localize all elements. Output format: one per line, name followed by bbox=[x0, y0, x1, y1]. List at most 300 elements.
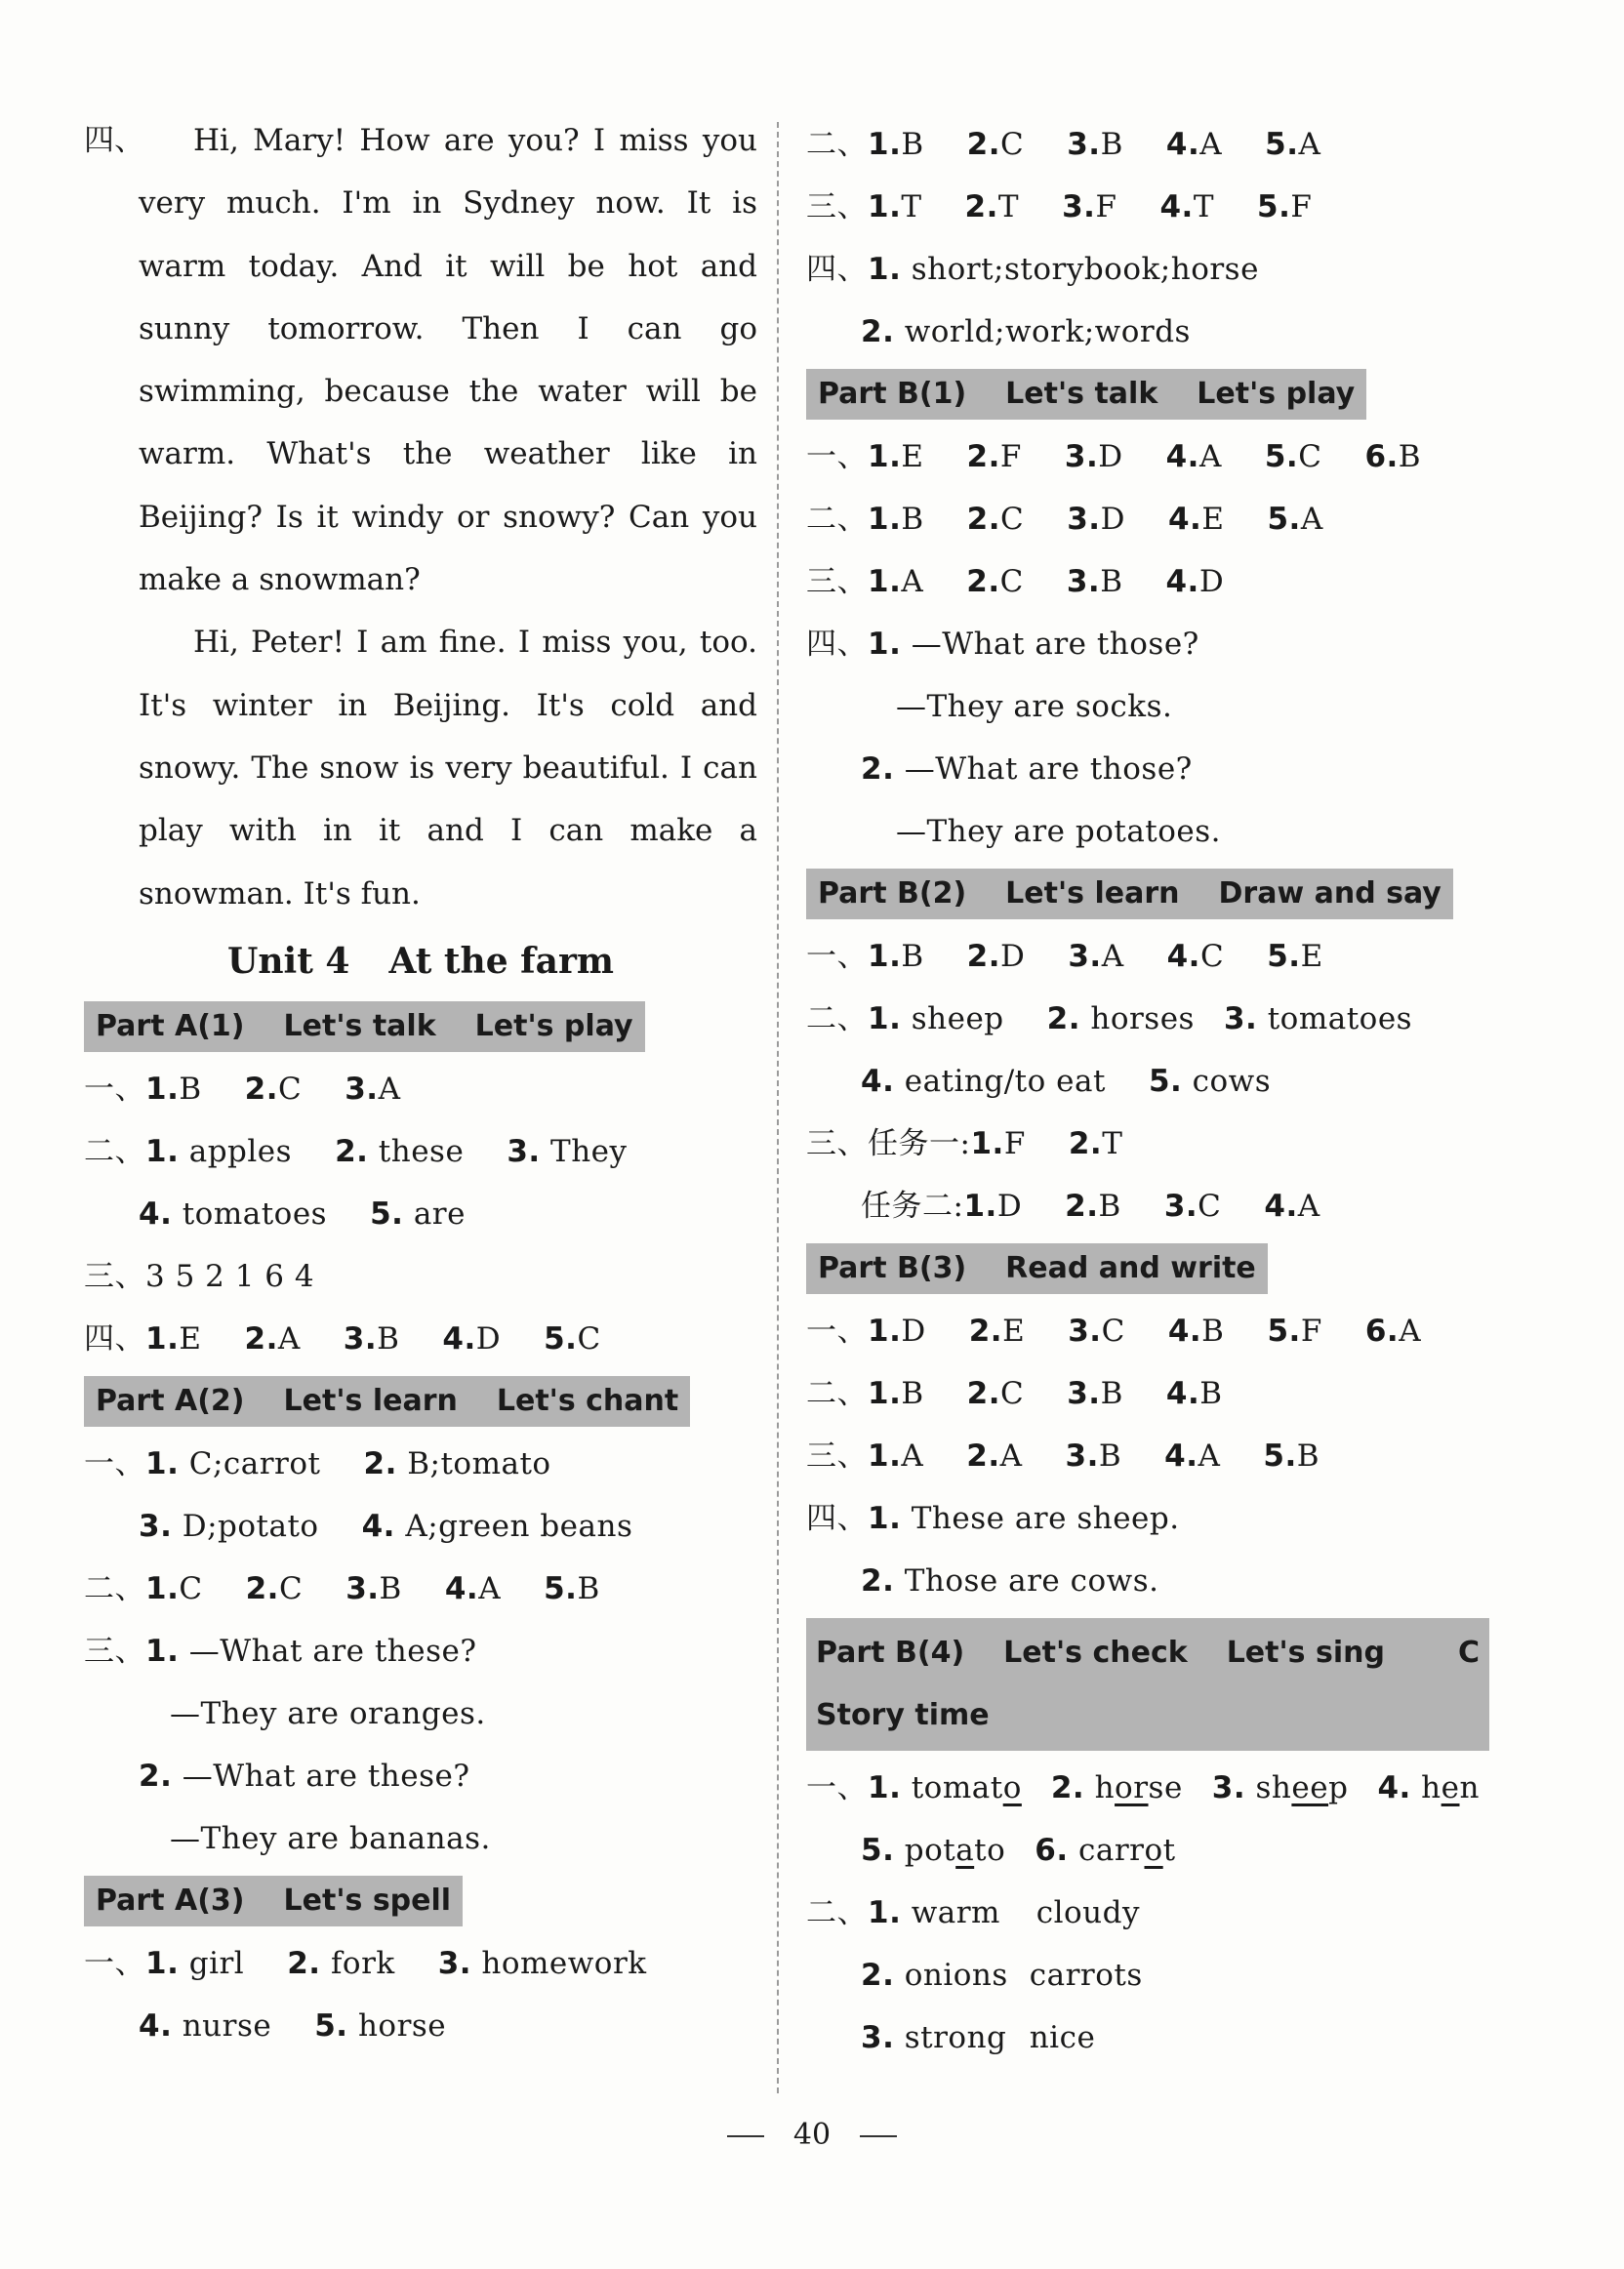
item-number: 3. bbox=[1163, 1189, 1198, 1224]
answer: F bbox=[999, 439, 1022, 474]
answer: A bbox=[901, 1438, 924, 1474]
item-number: 2. bbox=[245, 1570, 279, 1606]
letter-1-first-line: Hi, Mary! How are you? I miss bbox=[193, 123, 689, 158]
item-number: 1. bbox=[868, 189, 902, 224]
item-number: 2. bbox=[968, 1314, 1003, 1349]
item-number: 6. bbox=[1035, 1833, 1069, 1868]
section-header-part-a1 bbox=[84, 1001, 645, 1052]
dialogue-question: —What are those? bbox=[911, 627, 1199, 662]
answer: B bbox=[901, 127, 924, 162]
answer: A bbox=[277, 1320, 301, 1357]
dialogue-answer: —They are bananas. bbox=[170, 1820, 491, 1856]
answer-line bbox=[806, 488, 1509, 550]
item-number: 5. bbox=[861, 1833, 895, 1868]
item-number: 5. bbox=[370, 1195, 404, 1232]
item-number: 3. bbox=[1062, 189, 1096, 224]
answer: B bbox=[901, 939, 924, 974]
header-title: Part A(3) bbox=[96, 1883, 245, 1918]
answer-line bbox=[806, 176, 1509, 238]
answer: apples bbox=[188, 1133, 293, 1169]
question-label: 一、 bbox=[806, 439, 868, 474]
answer: horse bbox=[357, 2007, 447, 2044]
item-number: 3. bbox=[343, 1320, 378, 1357]
answer: C bbox=[1000, 127, 1025, 162]
answer: eating/to eat bbox=[904, 1064, 1106, 1099]
dialogue-question: —What are those? bbox=[904, 751, 1193, 787]
answer: sheep bbox=[911, 1001, 1004, 1036]
answer-line bbox=[806, 1425, 1509, 1487]
answer: E bbox=[1002, 1314, 1026, 1349]
answer: Those are cows. bbox=[904, 1563, 1159, 1599]
answer-line bbox=[806, 238, 1509, 301]
item-number: 1. bbox=[868, 627, 902, 662]
item-number: 1. bbox=[145, 1133, 180, 1169]
answer: A bbox=[901, 564, 924, 599]
section-header-part-b3 bbox=[806, 1243, 1268, 1294]
header-sub: Let's learn bbox=[283, 1383, 458, 1418]
answer: B bbox=[1098, 1189, 1121, 1224]
answer-line bbox=[84, 1183, 757, 1245]
question-label: 三、任务一: bbox=[806, 1126, 971, 1161]
answer: cows bbox=[1192, 1064, 1272, 1099]
answer: homework bbox=[481, 1945, 647, 1981]
answer-line bbox=[84, 1558, 757, 1620]
answer: C bbox=[577, 1320, 601, 1357]
item-number: 2. bbox=[244, 1071, 278, 1107]
item-number: 5. bbox=[1267, 1314, 1301, 1349]
item-number: 1. bbox=[145, 1945, 180, 1981]
item-number: 6. bbox=[1364, 439, 1399, 474]
item-number: 1. bbox=[970, 1126, 1004, 1161]
answer: A bbox=[1399, 1314, 1422, 1349]
header-sub: Let's chant bbox=[496, 1383, 679, 1418]
answer: cloudy bbox=[1035, 1895, 1140, 1930]
answer-line bbox=[806, 1882, 1509, 1944]
answer: E bbox=[901, 439, 924, 474]
question-label: 一、 bbox=[84, 1945, 145, 1981]
answer: these bbox=[378, 1133, 465, 1169]
item-number: 5. bbox=[1264, 439, 1299, 474]
answer: C bbox=[278, 1570, 304, 1606]
header-sub: Let's check bbox=[1003, 1636, 1188, 1670]
answer-line bbox=[806, 925, 1509, 988]
item-number: 4. bbox=[1167, 1314, 1202, 1349]
answer: tomato bbox=[911, 1770, 1022, 1805]
header-sub: Let's learn bbox=[1005, 876, 1180, 911]
answer-line bbox=[806, 1050, 1509, 1113]
item-number: 4. bbox=[1264, 1189, 1298, 1224]
item-number: 5. bbox=[314, 2007, 348, 2044]
header-sub: Let's spell bbox=[283, 1883, 452, 1918]
answer: tomatoes bbox=[182, 1195, 328, 1232]
answer: D bbox=[1098, 439, 1123, 474]
answer: T bbox=[901, 189, 922, 224]
item-number: 2. bbox=[966, 127, 1000, 162]
item-number: 1. bbox=[145, 1570, 180, 1606]
question-label: 三、 bbox=[806, 1438, 868, 1474]
question-label: 四、 bbox=[84, 1320, 145, 1357]
question-label: 四、 bbox=[806, 627, 868, 662]
answer: A;green beans bbox=[405, 1508, 633, 1544]
question-label: 二、 bbox=[84, 1570, 145, 1606]
header-title: Part A(1) bbox=[96, 1008, 245, 1043]
answer: F bbox=[1300, 1314, 1322, 1349]
answer: T bbox=[1193, 189, 1215, 224]
item-number: 3. bbox=[345, 1071, 379, 1107]
answer-line bbox=[806, 425, 1509, 488]
question-label: 二、 bbox=[806, 1376, 868, 1411]
question-label: 一、 bbox=[806, 1314, 868, 1349]
item-number: 2. bbox=[1068, 1126, 1103, 1161]
header-title: Part B(4) bbox=[816, 1636, 965, 1670]
item-number: 2. bbox=[363, 1445, 397, 1481]
header-title: Part B(3) bbox=[818, 1251, 967, 1285]
answer: B bbox=[1199, 1376, 1223, 1411]
item-number: 2. bbox=[966, 1438, 1000, 1474]
answer: horse bbox=[1094, 1770, 1183, 1805]
left-column bbox=[84, 109, 757, 2057]
answer: carrot bbox=[1078, 1833, 1176, 1868]
item-number: 2. bbox=[966, 564, 1000, 599]
unit-title bbox=[84, 927, 757, 995]
item-number: 2. bbox=[244, 1320, 278, 1357]
question-label: 一、 bbox=[806, 1770, 868, 1805]
answer: T bbox=[997, 189, 1020, 224]
header-title: Part B(1) bbox=[818, 377, 967, 411]
header-title: Part B(2) bbox=[818, 876, 967, 911]
item-number: 4. bbox=[1165, 127, 1200, 162]
answer: D bbox=[1000, 939, 1026, 974]
answer-line bbox=[806, 1113, 1509, 1175]
item-number: 4. bbox=[1167, 502, 1202, 537]
item-number: 3. bbox=[1211, 1770, 1246, 1805]
item-number: 1. bbox=[145, 1320, 180, 1357]
answer-line bbox=[84, 1745, 757, 1807]
answer-line bbox=[806, 113, 1509, 176]
dialogue-answer: —They are potatoes. bbox=[896, 814, 1222, 849]
answer: C bbox=[179, 1570, 203, 1606]
item-number: 5. bbox=[544, 1320, 578, 1357]
item-number: 4. bbox=[361, 1508, 395, 1544]
item-number: 4. bbox=[1165, 564, 1199, 599]
item-number: 1. bbox=[868, 1001, 902, 1036]
item-number: 2. bbox=[966, 939, 1000, 974]
section-header-part-a3 bbox=[84, 1876, 463, 1926]
answer: hen bbox=[1421, 1770, 1480, 1805]
item-number: 4. bbox=[442, 1320, 476, 1357]
question-label: 一、 bbox=[84, 1445, 145, 1481]
page-number-value: 40 bbox=[792, 2118, 832, 2152]
item-number: 1. bbox=[868, 1314, 902, 1349]
answer-line bbox=[84, 1245, 757, 1308]
item-number: 1. bbox=[868, 1438, 902, 1474]
item-number: 3. bbox=[1068, 1314, 1102, 1349]
answer: D;potato bbox=[182, 1508, 319, 1544]
answer: A bbox=[1298, 127, 1321, 162]
answer: D bbox=[996, 1189, 1023, 1224]
question-label: 一、 bbox=[806, 939, 868, 974]
item-number: 3. bbox=[507, 1133, 541, 1169]
answer: potato bbox=[904, 1833, 1006, 1868]
answer: C bbox=[1199, 939, 1225, 974]
unit-name: At the farm bbox=[388, 940, 615, 982]
section-label: 四、 bbox=[84, 123, 144, 158]
answer: F bbox=[1095, 189, 1117, 224]
answer: C bbox=[999, 564, 1024, 599]
answer: D bbox=[475, 1320, 502, 1357]
item-number: 1. bbox=[868, 1501, 902, 1536]
task-label: 任务二: bbox=[861, 1189, 964, 1224]
letter-1-body: you very much. I'm in Sydney now. It is warm today. And it will be hot and sunny tomorrow. Then I can go swimming, because the water will be warm. What's the weather like in Beijing? Is it windy or snowy? Can you make a snowman? bbox=[139, 123, 757, 598]
item-number: 1. bbox=[145, 1633, 180, 1669]
answer: A bbox=[478, 1570, 502, 1606]
answer-line bbox=[84, 1495, 757, 1558]
answer-line bbox=[806, 1819, 1509, 1882]
answer-line bbox=[84, 1120, 757, 1183]
answer: A bbox=[1198, 1438, 1221, 1474]
item-number: 5. bbox=[1267, 502, 1301, 537]
answer-line bbox=[806, 301, 1509, 363]
item-number: 2. bbox=[335, 1133, 369, 1169]
question-label: 四、 bbox=[806, 1501, 868, 1536]
answer: T bbox=[1102, 1126, 1123, 1161]
item-number: 2. bbox=[861, 314, 895, 349]
item-number: 2. bbox=[964, 189, 998, 224]
answer-line bbox=[84, 1932, 757, 1995]
item-number: 3. bbox=[1067, 127, 1101, 162]
item-number: 5. bbox=[1265, 127, 1299, 162]
page-number-dash bbox=[727, 2135, 764, 2137]
answer-line bbox=[806, 1757, 1509, 1819]
section-header-part-b2 bbox=[806, 869, 1453, 919]
item-number: 1. bbox=[868, 439, 902, 474]
answer: C bbox=[1000, 1376, 1025, 1411]
page-number-dash bbox=[860, 2135, 897, 2137]
item-number: 6. bbox=[1364, 1314, 1400, 1349]
item-number: 2. bbox=[139, 1758, 173, 1794]
header-sub: Let's talk bbox=[283, 1008, 436, 1043]
header-sub: Draw and say bbox=[1218, 876, 1441, 911]
item-number: 1. bbox=[868, 564, 902, 599]
answer-line bbox=[806, 1175, 1509, 1237]
answer: C bbox=[1000, 502, 1025, 537]
answer-line bbox=[84, 1995, 757, 2057]
section-header-part-a2 bbox=[84, 1376, 690, 1427]
dialogue-question: —What are these? bbox=[182, 1758, 470, 1794]
letter-paragraph-1 bbox=[84, 109, 757, 611]
item-number: 1. bbox=[868, 127, 902, 162]
question-label: 二、 bbox=[806, 1001, 868, 1036]
answer: B bbox=[1100, 564, 1123, 599]
answer: B bbox=[179, 1071, 202, 1107]
question-label: 二、 bbox=[806, 127, 868, 162]
item-number: 3. bbox=[1223, 1001, 1258, 1036]
answer: C bbox=[1298, 439, 1322, 474]
answer: C;carrot bbox=[188, 1445, 321, 1481]
item-number: 3. bbox=[1066, 564, 1101, 599]
item-number: 1. bbox=[868, 1770, 902, 1805]
answer-line bbox=[806, 1487, 1509, 1550]
item-number: 1. bbox=[868, 1895, 902, 1930]
item-number: 2. bbox=[861, 1958, 895, 1993]
answer: carrots bbox=[1029, 1958, 1143, 1993]
answer-line bbox=[84, 1433, 757, 1495]
answer: These are sheep. bbox=[911, 1501, 1180, 1536]
answer: are bbox=[413, 1195, 466, 1232]
header-sub: Let's play bbox=[474, 1008, 633, 1043]
answer-line bbox=[84, 1682, 757, 1745]
item-number: 4. bbox=[1166, 939, 1200, 974]
question-label: 二、 bbox=[84, 1133, 145, 1169]
header-sub: C bbox=[1457, 1636, 1480, 1670]
page-number bbox=[0, 2118, 1624, 2152]
answer: nice bbox=[1029, 2020, 1096, 2055]
answer: B bbox=[1201, 1314, 1225, 1349]
answer: sheep bbox=[1255, 1770, 1349, 1805]
answer-line bbox=[806, 613, 1509, 675]
answer-line bbox=[806, 2006, 1509, 2069]
answer: B bbox=[901, 1376, 924, 1411]
answer: B;tomato bbox=[407, 1445, 551, 1481]
answer: D bbox=[1198, 564, 1225, 599]
answer: F bbox=[1290, 189, 1313, 224]
answer: F bbox=[1003, 1126, 1026, 1161]
question-label: 一、 bbox=[84, 1071, 145, 1107]
answer: B bbox=[1098, 1438, 1122, 1474]
answer: B bbox=[1100, 127, 1123, 162]
answer: B bbox=[901, 502, 924, 537]
answer: C bbox=[1101, 1314, 1125, 1349]
item-number: 4. bbox=[861, 1064, 895, 1099]
item-number: 3. bbox=[1065, 1438, 1099, 1474]
question-label: 三、 bbox=[806, 564, 868, 599]
question-label: 三、 bbox=[84, 1633, 145, 1669]
item-number: 3. bbox=[1067, 502, 1101, 537]
item-number: 3. bbox=[861, 2020, 895, 2055]
item-number: 1. bbox=[868, 502, 902, 537]
question-label: 二、 bbox=[806, 1895, 868, 1930]
answer-line bbox=[806, 1944, 1509, 2006]
section-header-part-b1 bbox=[806, 369, 1366, 420]
item-number: 5. bbox=[1263, 1438, 1297, 1474]
item-number: 2. bbox=[861, 1563, 895, 1599]
answer: E bbox=[1300, 939, 1323, 974]
answer: A bbox=[1198, 439, 1222, 474]
letter-paragraph-2 bbox=[84, 611, 757, 924]
answer: B bbox=[377, 1320, 400, 1357]
item-number: 4. bbox=[1164, 1438, 1198, 1474]
answer: A bbox=[1300, 502, 1323, 537]
item-number: 2. bbox=[1065, 1189, 1099, 1224]
answer: A bbox=[999, 1438, 1023, 1474]
answer-line bbox=[806, 675, 1509, 738]
answer-line bbox=[806, 1362, 1509, 1425]
header-title: Part A(2) bbox=[96, 1383, 245, 1418]
item-number: 1. bbox=[868, 939, 902, 974]
item-number: 4. bbox=[1159, 189, 1194, 224]
item-number: 5. bbox=[1257, 189, 1291, 224]
item-number: 1. bbox=[145, 1071, 180, 1107]
answer: short;storybook;horse bbox=[911, 252, 1259, 287]
header-sub: Let's sing bbox=[1226, 1636, 1385, 1670]
answer-line bbox=[84, 1058, 757, 1120]
answer-line bbox=[806, 1550, 1509, 1612]
answer: B bbox=[577, 1570, 600, 1606]
answer: D bbox=[1100, 502, 1125, 537]
item-number: 3. bbox=[345, 1570, 380, 1606]
answer-line bbox=[806, 550, 1509, 613]
answer: C bbox=[1198, 1189, 1222, 1224]
item-number: 4. bbox=[139, 1195, 173, 1232]
answer: E bbox=[1201, 502, 1225, 537]
item-number: 2. bbox=[966, 502, 1000, 537]
question-label: 四、 bbox=[806, 252, 868, 287]
item-number: 4. bbox=[1377, 1770, 1411, 1805]
dialogue-answer: —They are oranges. bbox=[170, 1695, 486, 1731]
right-column bbox=[806, 113, 1509, 2069]
answer: B bbox=[1100, 1376, 1123, 1411]
answer: tomatoes bbox=[1267, 1001, 1413, 1036]
item-number: 3. bbox=[1067, 1376, 1101, 1411]
answer: horses bbox=[1090, 1001, 1195, 1036]
question-label: 三、 bbox=[806, 189, 868, 224]
item-number: 4. bbox=[1165, 439, 1199, 474]
item-number: 3. bbox=[1064, 439, 1099, 474]
question-label: 二、 bbox=[806, 502, 868, 537]
answer-line bbox=[84, 1620, 757, 1682]
answer: B bbox=[1398, 439, 1422, 474]
answer: strong bbox=[904, 2020, 1007, 2055]
item-number: 5. bbox=[1267, 939, 1301, 974]
item-number: 2. bbox=[1050, 1770, 1085, 1805]
answer: B bbox=[379, 1570, 402, 1606]
answer: C bbox=[278, 1071, 303, 1107]
item-number: 3. bbox=[437, 1945, 472, 1981]
item-number: 1. bbox=[868, 252, 902, 287]
answer: nurse bbox=[182, 2007, 272, 2044]
item-number: 4. bbox=[1165, 1376, 1200, 1411]
item-number: 2. bbox=[287, 1945, 321, 1981]
letter-2-body: Hi, Peter! I am fine. I miss you, too. It's winter in Beijing. It's cold and snowy. The snow is very beautiful. I can play with in it and I can make a snowman. It's fun. bbox=[139, 625, 757, 912]
header-sub: Story time bbox=[816, 1698, 990, 1732]
answer: A bbox=[1297, 1189, 1320, 1224]
answer: girl bbox=[188, 1945, 245, 1981]
item-number: 2. bbox=[861, 751, 895, 787]
answer-line bbox=[806, 1300, 1509, 1362]
answer-line bbox=[806, 738, 1509, 800]
answer-line bbox=[806, 800, 1509, 863]
item-number: 4. bbox=[139, 2007, 173, 2044]
item-number: 1. bbox=[963, 1189, 997, 1224]
item-number: 3. bbox=[139, 1508, 173, 1544]
item-number: 5. bbox=[1148, 1064, 1183, 1099]
answer: B bbox=[1296, 1438, 1320, 1474]
column-divider bbox=[777, 122, 779, 2093]
unit-number: Unit 4 bbox=[226, 940, 350, 982]
header-sub: Let's play bbox=[1197, 377, 1356, 411]
answer: D bbox=[901, 1314, 926, 1349]
answer-line bbox=[84, 1807, 757, 1870]
answer: A bbox=[1101, 939, 1124, 974]
dialogue-question: —What are these? bbox=[188, 1633, 477, 1669]
section-header-part-b4 bbox=[806, 1618, 1489, 1751]
answer: fork bbox=[330, 1945, 395, 1981]
item-number: 5. bbox=[544, 1570, 578, 1606]
item-number: 4. bbox=[444, 1570, 479, 1606]
answer: E bbox=[179, 1320, 202, 1357]
dialogue-answer: —They are socks. bbox=[896, 689, 1173, 724]
answer: warm bbox=[911, 1895, 1000, 1930]
